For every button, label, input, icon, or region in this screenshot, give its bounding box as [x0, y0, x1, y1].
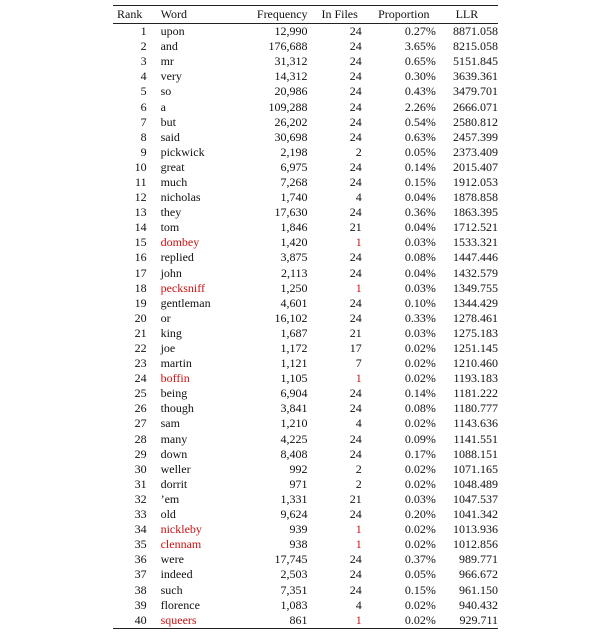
cell-word: nickleby	[160, 522, 202, 537]
cell-llr: 929.711	[436, 613, 498, 629]
cell-frequency: 26,202	[274, 114, 308, 129]
table-row	[113, 447, 498, 462]
cell-word: said	[160, 129, 180, 144]
cell-in-files: 2	[355, 144, 362, 159]
cell-llr: 1863.395	[453, 205, 498, 220]
cell-llr: 1349.755	[453, 280, 498, 295]
cell-rank: 9	[140, 144, 147, 159]
cell-proportion: 0.03%	[404, 491, 436, 506]
table-row	[113, 567, 498, 582]
cell-rank: 25	[134, 386, 147, 401]
cell-proportion: 0.08%	[404, 250, 436, 265]
header-llr: LLR	[436, 6, 498, 24]
cell-llr: 1447.446	[453, 250, 498, 265]
cell-frequency: 2,198	[280, 144, 308, 159]
cell-word: many	[160, 431, 188, 446]
table-row	[113, 492, 498, 507]
cell-in-files: 7	[355, 356, 362, 371]
cell-frequency: 31,312	[274, 54, 308, 69]
table-row	[113, 462, 498, 477]
cell-llr: 1251.145	[453, 341, 498, 356]
cell-in-files: 4	[355, 416, 362, 431]
cell-rank: 17	[134, 265, 147, 280]
cell-frequency: 1,331	[280, 491, 308, 506]
cell-word: pecksniff	[160, 280, 206, 295]
cell-rank: 31	[134, 476, 147, 491]
cell-proportion: 0.10%	[404, 295, 436, 310]
cell-proportion: 0.02%	[404, 356, 436, 371]
cell-frequency: 1,083	[280, 597, 308, 612]
cell-rank: 5	[140, 84, 147, 99]
cell-rank: 18	[134, 280, 147, 295]
table-row	[113, 582, 498, 597]
cell-llr: 1210.460	[453, 356, 498, 371]
cell-word: martin	[160, 356, 192, 371]
cell-proportion: 0.03%	[404, 325, 436, 340]
table-row	[113, 160, 498, 175]
cell-llr: 1275.183	[453, 325, 498, 340]
cell-llr: 1533.321	[453, 235, 498, 250]
cell-in-files: 24	[349, 310, 362, 325]
cell-llr: 1013.936	[453, 522, 498, 537]
cell-in-files: 24	[349, 159, 362, 174]
cell-rank: 32	[134, 491, 147, 506]
table-row	[113, 250, 498, 265]
cell-proportion: 0.36%	[404, 205, 436, 220]
cell-word: pickwick	[160, 144, 205, 159]
cell-proportion: 0.65%	[404, 54, 436, 69]
cell-word: such	[160, 582, 183, 597]
cell-proportion: 0.15%	[404, 174, 436, 189]
cell-word: weller	[160, 461, 191, 476]
cell-rank: 2	[140, 39, 147, 54]
cell-proportion: 3.65%	[404, 39, 436, 54]
table-row	[113, 371, 498, 386]
cell-rank: 26	[134, 401, 147, 416]
cell-rank: 27	[134, 416, 147, 431]
cell-in-files: 24	[349, 446, 362, 461]
cell-frequency: 4,225	[280, 431, 308, 446]
cell-proportion: 0.02%	[404, 341, 436, 356]
cell-llr: 2015.407	[453, 159, 498, 174]
table-row	[113, 477, 498, 492]
cell-in-files: 24	[349, 99, 362, 114]
cell-in-files: 24	[349, 552, 362, 567]
cell-frequency: 17,745	[274, 552, 308, 567]
cell-frequency: 971	[289, 476, 308, 491]
cell-in-files: 24	[349, 54, 362, 69]
cell-rank: 28	[134, 431, 147, 446]
cell-in-files: 21	[349, 491, 362, 506]
table-row	[113, 130, 498, 145]
table-row	[113, 552, 498, 567]
cell-word: sam	[160, 416, 180, 431]
cell-proportion: 0.33%	[404, 310, 436, 325]
table-row	[113, 386, 498, 401]
table-row	[113, 39, 498, 54]
cell-rank: 33	[134, 507, 147, 522]
cell-llr: 1071.165	[453, 461, 498, 476]
cell-frequency: 1,121	[280, 356, 308, 371]
cell-rank: 7	[140, 114, 147, 129]
header-frequency: Frequency	[233, 6, 308, 24]
cell-frequency: 9,624	[280, 507, 308, 522]
cell-frequency: 176,688	[268, 39, 308, 54]
cell-frequency: 1,740	[280, 190, 308, 205]
cell-frequency: 17,630	[274, 205, 308, 220]
cell-in-files: 21	[349, 325, 362, 340]
cell-llr: 1278.461	[453, 310, 498, 325]
cell-rank: 34	[134, 522, 147, 537]
table-row	[113, 356, 498, 371]
table-header-row	[113, 6, 498, 24]
cell-in-files: 17	[349, 341, 362, 356]
cell-word: squeers	[161, 613, 233, 629]
table-row	[113, 54, 498, 69]
cell-in-files: 2	[355, 476, 362, 491]
cell-word: boffin	[160, 371, 190, 386]
cell-word: mr	[160, 54, 174, 69]
cell-proportion: 0.02%	[404, 476, 436, 491]
cell-proportion: 0.14%	[404, 386, 436, 401]
cell-rank: 11	[135, 174, 147, 189]
table-row	[113, 205, 498, 220]
cell-proportion: 0.04%	[404, 190, 436, 205]
cell-llr: 2580.812	[453, 114, 498, 129]
cell-word: but	[160, 114, 176, 129]
cell-llr: 1180.777	[453, 401, 498, 416]
cell-llr: 1141.551	[453, 431, 498, 446]
table-row	[113, 432, 498, 447]
cell-word: much	[160, 174, 188, 189]
cell-word: though	[160, 401, 194, 416]
cell-word: they	[160, 205, 182, 220]
cell-word: being	[160, 386, 188, 401]
table-row	[113, 537, 498, 552]
cell-rank: 10	[134, 159, 147, 174]
cell-llr: 1344.429	[453, 295, 498, 310]
cell-word: dombey	[160, 235, 200, 250]
cell-proportion: 0.37%	[404, 552, 436, 567]
cell-word: upon	[160, 24, 185, 39]
cell-proportion: 0.02%	[404, 597, 436, 612]
table-row	[113, 175, 498, 190]
cell-rank: 4	[140, 69, 147, 84]
cell-word: indeed	[160, 567, 193, 582]
cell-in-files: 1	[355, 280, 362, 295]
cell-llr: 3479.701	[453, 84, 498, 99]
cell-frequency: 2,503	[280, 567, 308, 582]
cell-proportion: 0.27%	[404, 24, 436, 39]
cell-frequency: 20,986	[274, 84, 308, 99]
cell-rank: 1	[140, 24, 147, 39]
cell-rank: 13	[134, 205, 147, 220]
cell-word: and	[160, 39, 178, 54]
cell-frequency: 939	[289, 522, 308, 537]
cell-proportion: 0.02%	[404, 537, 436, 552]
cell-rank: 15	[134, 235, 147, 250]
cell-proportion: 0.17%	[404, 446, 436, 461]
table-row	[113, 235, 498, 250]
cell-rank: 12	[134, 190, 147, 205]
cell-word: replied	[160, 250, 194, 265]
cell-in-files: 21	[349, 220, 362, 235]
cell-in-files: 24	[349, 295, 362, 310]
cell-rank: 23	[134, 356, 147, 371]
cell-frequency: 16,102	[274, 310, 308, 325]
cell-frequency: 4,601	[280, 295, 308, 310]
cell-in-files: 24	[349, 205, 362, 220]
cell-llr: 989.771	[459, 552, 498, 567]
cell-llr: 1181.222	[453, 386, 498, 401]
cell-llr: 1041.342	[453, 507, 498, 522]
cell-proportion: 0.02%	[404, 371, 436, 386]
cell-rank: 39	[134, 597, 147, 612]
cell-in-files: 4	[355, 190, 362, 205]
cell-frequency: 14,312	[274, 69, 308, 84]
cell-word: great	[160, 159, 185, 174]
cell-in-files: 24	[349, 386, 362, 401]
cell-proportion: 0.20%	[404, 507, 436, 522]
cell-llr: 1193.183	[453, 371, 498, 386]
cell-llr: 940.432	[459, 597, 498, 612]
cell-frequency: 109,288	[268, 99, 308, 114]
cell-rank: 38	[134, 582, 147, 597]
cell-frequency: 1,687	[280, 325, 308, 340]
cell-in-files: 24	[349, 69, 362, 84]
cell-proportion: 0.08%	[404, 401, 436, 416]
cell-proportion: 2.26%	[404, 99, 436, 114]
cell-in-files: 1	[355, 522, 362, 537]
cell-rank: 16	[134, 250, 147, 265]
cell-in-files: 24	[349, 582, 362, 597]
cell-llr: 1048.489	[453, 476, 498, 491]
table-row	[113, 326, 498, 341]
table-row	[113, 401, 498, 416]
cell-word: tom	[160, 220, 180, 235]
cell-llr: 3639.361	[453, 69, 498, 84]
table-row	[113, 507, 498, 522]
table-row	[113, 190, 498, 205]
cell-llr: 8871.058	[453, 24, 498, 39]
cell-llr: 961.150	[459, 582, 498, 597]
cell-word: a	[160, 99, 166, 114]
cell-frequency: 6,975	[280, 159, 308, 174]
cell-word: joe	[160, 341, 176, 356]
header-word: Word	[161, 6, 233, 24]
cell-frequency: 1,250	[280, 280, 308, 295]
cell-in-files: 24	[349, 567, 362, 582]
cell-in-files: 24	[349, 24, 362, 39]
cell-proportion: 0.54%	[404, 114, 436, 129]
cell-in-files: 1	[308, 613, 372, 629]
cell-rank: 3	[140, 54, 147, 69]
table-row	[113, 296, 498, 311]
cell-word: gentleman	[160, 295, 211, 310]
cell-llr: 1143.636	[453, 416, 498, 431]
cell-in-files: 24	[349, 250, 362, 265]
cell-llr: 2373.409	[453, 144, 498, 159]
cell-proportion: 0.02%	[372, 613, 436, 629]
word-frequency-table	[113, 6, 498, 629]
cell-llr: 1047.537	[453, 491, 498, 506]
cell-llr: 2666.071	[453, 99, 498, 114]
cell-frequency: 861	[233, 613, 308, 629]
header-rank: Rank	[113, 6, 161, 24]
cell-word: old	[160, 507, 176, 522]
cell-llr: 1012.856	[453, 537, 498, 552]
cell-in-files: 24	[349, 174, 362, 189]
cell-in-files: 1	[355, 537, 362, 552]
cell-in-files: 24	[349, 84, 362, 99]
cell-llr: 1912.053	[453, 174, 498, 189]
cell-rank: 30	[134, 461, 147, 476]
cell-proportion: 0.02%	[404, 522, 436, 537]
table-row	[113, 266, 498, 281]
table-row	[113, 69, 498, 84]
cell-rank: 8	[140, 129, 147, 144]
cell-word: king	[160, 325, 182, 340]
table-row	[113, 598, 498, 613]
cell-word: or	[160, 310, 171, 325]
cell-in-files: 2	[355, 461, 362, 476]
cell-proportion: 0.63%	[404, 129, 436, 144]
table-row	[113, 311, 498, 326]
cell-proportion: 0.04%	[404, 265, 436, 280]
cell-llr: 2457.399	[453, 129, 498, 144]
cell-proportion: 0.04%	[404, 220, 436, 235]
cell-frequency: 3,841	[280, 401, 308, 416]
table-row	[113, 613, 498, 629]
table-row	[113, 115, 498, 130]
cell-frequency: 2,113	[280, 265, 308, 280]
header-proportion: Proportion	[372, 6, 436, 24]
cell-in-files: 24	[349, 114, 362, 129]
cell-frequency: 938	[289, 537, 308, 552]
cell-proportion: 0.03%	[404, 235, 436, 250]
cell-word: down	[160, 446, 188, 461]
cell-rank: 14	[134, 220, 147, 235]
cell-proportion: 0.09%	[404, 431, 436, 446]
cell-in-files: 4	[355, 597, 362, 612]
cell-word: so	[160, 84, 172, 99]
cell-llr: 8215.058	[453, 39, 498, 54]
cell-rank: 6	[140, 99, 147, 114]
cell-frequency: 1,210	[280, 416, 308, 431]
cell-proportion: 0.02%	[404, 461, 436, 476]
cell-llr: 1432.579	[453, 265, 498, 280]
table-row	[113, 84, 498, 99]
table-row	[113, 341, 498, 356]
cell-frequency: 12,990	[274, 24, 308, 39]
header-in-files: In Files	[308, 6, 372, 24]
cell-in-files: 24	[349, 39, 362, 54]
table-row	[113, 220, 498, 235]
cell-rank: 24	[134, 371, 147, 386]
cell-frequency: 8,408	[280, 446, 308, 461]
cell-word: nicholas	[160, 190, 201, 205]
cell-proportion: 0.05%	[404, 567, 436, 582]
table-row	[113, 281, 498, 296]
cell-llr: 1088.151	[453, 446, 498, 461]
cell-in-files: 24	[349, 265, 362, 280]
cell-frequency: 992	[289, 461, 308, 476]
cell-rank: 29	[134, 446, 147, 461]
cell-word: florence	[160, 597, 200, 612]
cell-frequency: 1,172	[280, 341, 308, 356]
cell-frequency: 1,846	[280, 220, 308, 235]
cell-llr: 5151.845	[453, 54, 498, 69]
cell-word: were	[160, 552, 184, 567]
cell-rank: 35	[134, 537, 147, 552]
cell-rank: 20	[134, 310, 147, 325]
cell-proportion: 0.02%	[404, 416, 436, 431]
cell-in-files: 1	[355, 371, 362, 386]
cell-frequency: 6,904	[280, 386, 308, 401]
cell-in-files: 24	[349, 507, 362, 522]
cell-rank: 37	[134, 567, 147, 582]
cell-word: clennam	[160, 537, 202, 552]
cell-in-files: 24	[349, 431, 362, 446]
cell-llr: 1878.858	[453, 190, 498, 205]
cell-frequency: 1,420	[280, 235, 308, 250]
cell-rank: 40	[113, 613, 161, 629]
cell-proportion: 0.14%	[404, 159, 436, 174]
table-row	[113, 416, 498, 431]
cell-proportion: 0.43%	[404, 84, 436, 99]
cell-in-files: 24	[349, 401, 362, 416]
cell-frequency: 30,698	[274, 129, 308, 144]
cell-llr: 966.672	[459, 567, 498, 582]
cell-frequency: 1,105	[280, 371, 308, 386]
cell-frequency: 7,351	[280, 582, 308, 597]
cell-rank: 21	[134, 325, 147, 340]
table-row	[113, 522, 498, 537]
cell-proportion: 0.05%	[404, 144, 436, 159]
table-row	[113, 24, 498, 40]
cell-frequency: 7,268	[280, 174, 308, 189]
cell-proportion: 0.15%	[404, 582, 436, 597]
cell-in-files: 1	[355, 235, 362, 250]
cell-word: ’em	[160, 491, 180, 506]
table-row	[113, 145, 498, 160]
cell-in-files: 24	[349, 129, 362, 144]
cell-proportion: 0.03%	[404, 280, 436, 295]
cell-rank: 19	[134, 295, 147, 310]
cell-word: very	[160, 69, 182, 84]
cell-word: dorrit	[160, 476, 188, 491]
cell-rank: 36	[134, 552, 147, 567]
cell-frequency: 3,875	[280, 250, 308, 265]
cell-proportion: 0.30%	[404, 69, 436, 84]
table-row	[113, 99, 498, 114]
cell-rank: 22	[134, 341, 147, 356]
cell-llr: 1712.521	[453, 220, 498, 235]
cell-word: john	[160, 265, 182, 280]
